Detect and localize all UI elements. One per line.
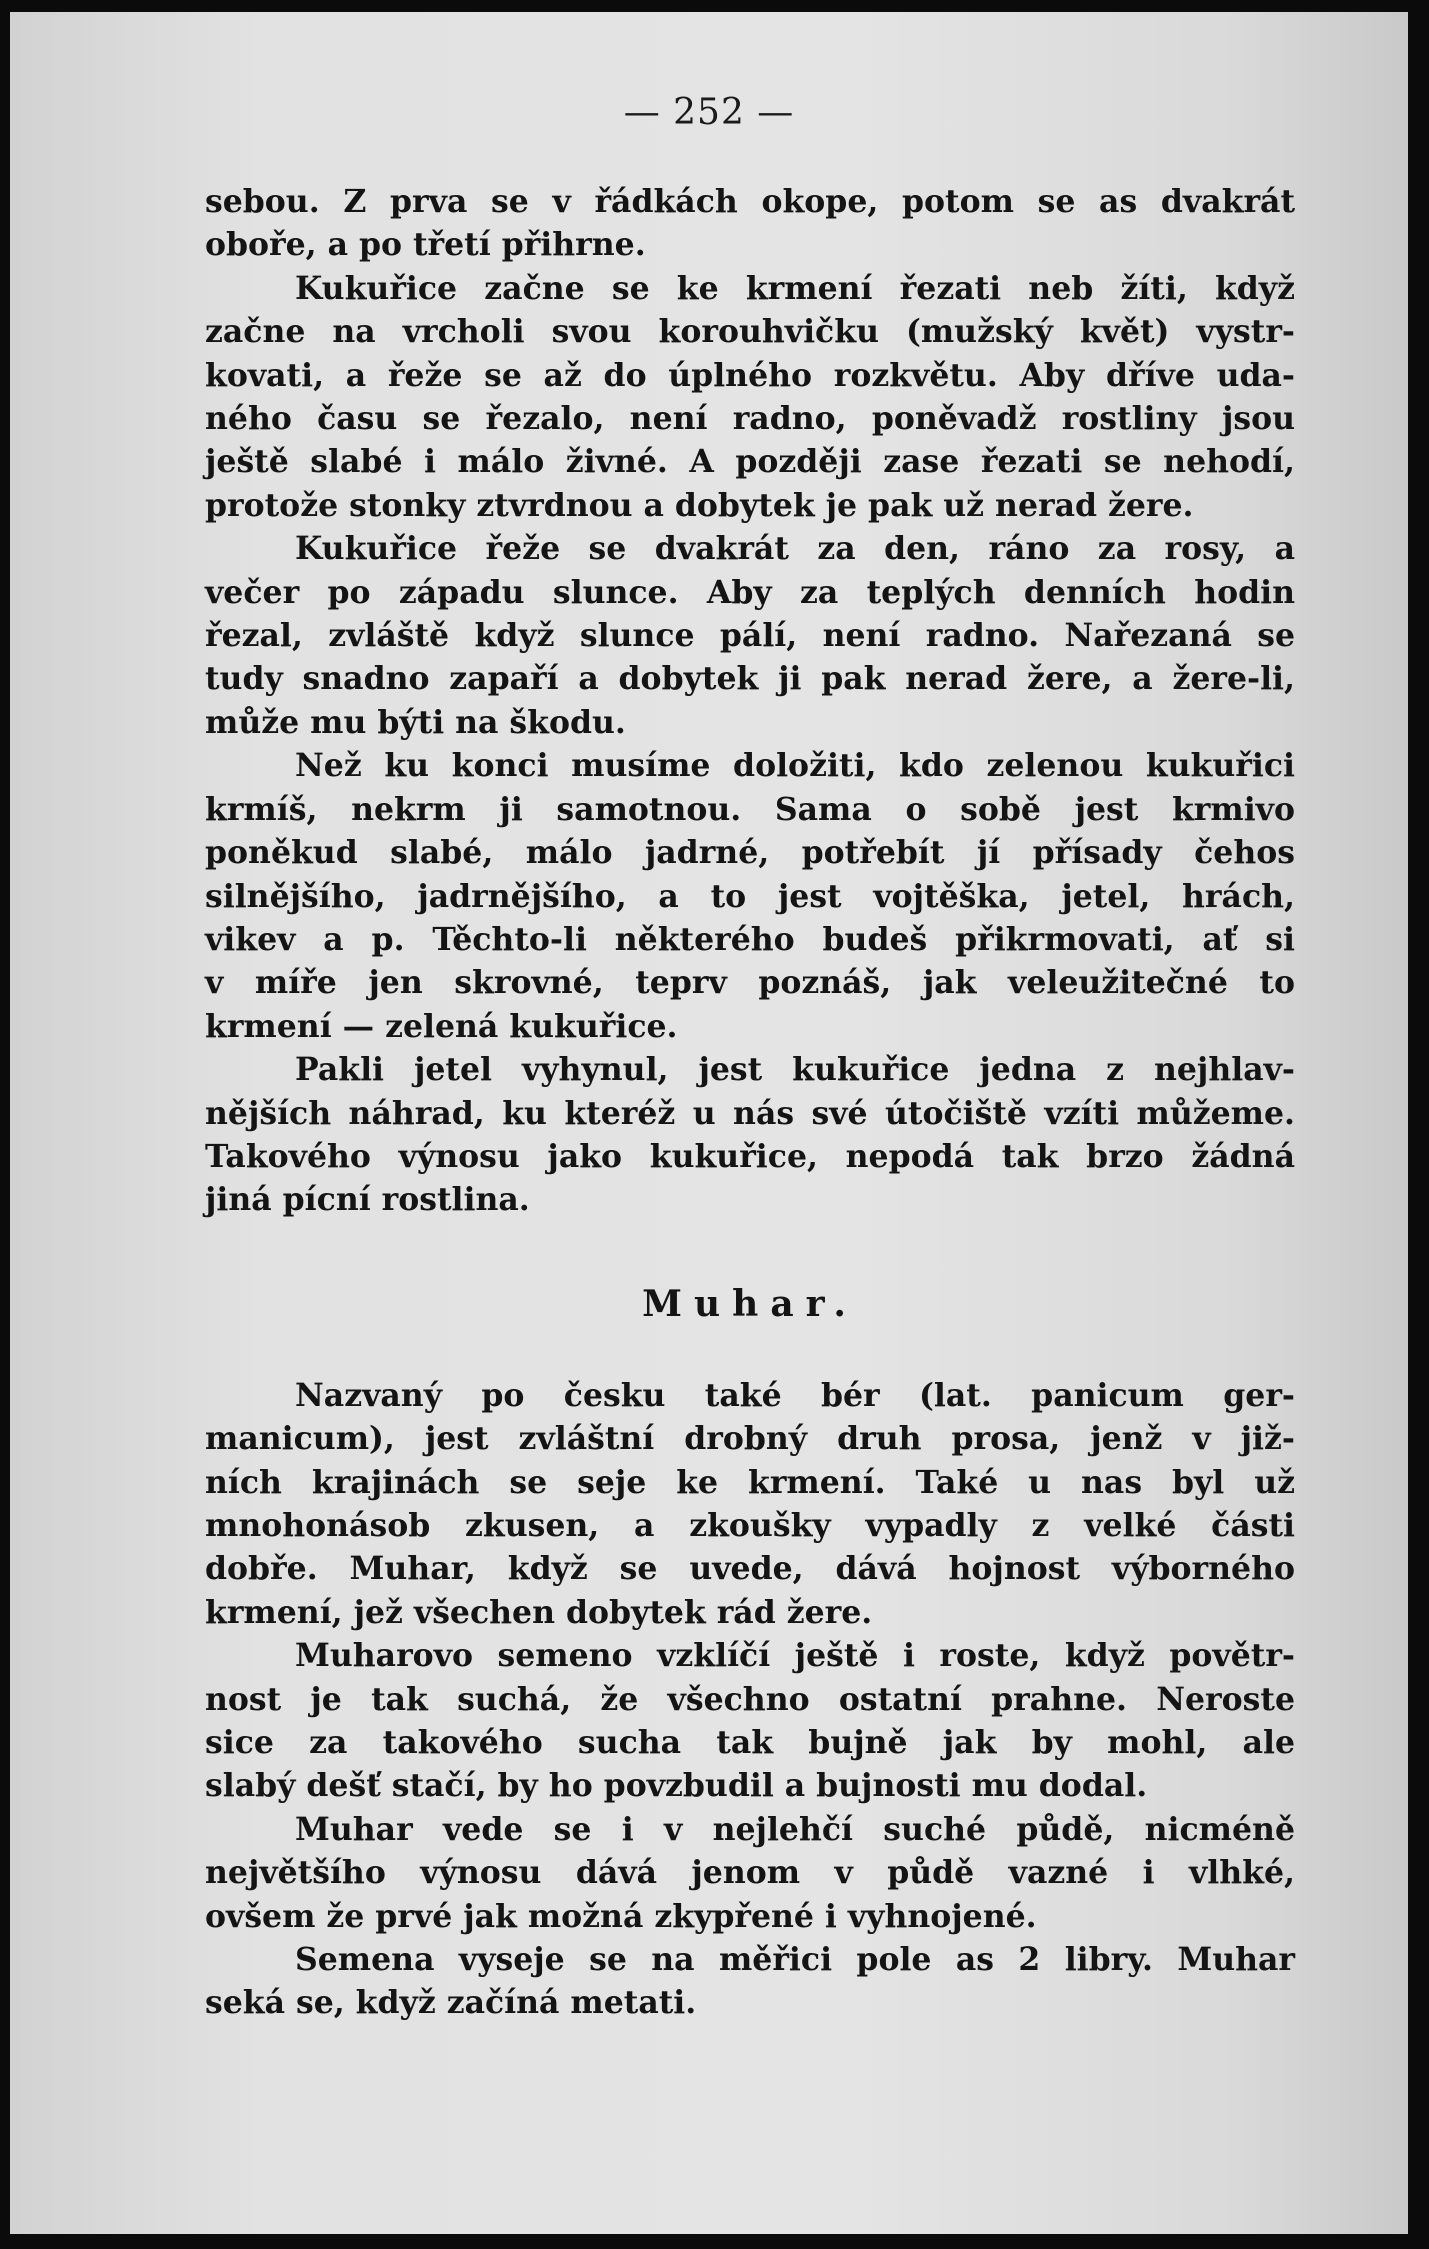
text-line: ovšem že prvé jak možná zkypřené i vyhnojené. bbox=[205, 1897, 1037, 1935]
text-line: manicum), jest zvláštní drobný druh prosa, jenž v již- bbox=[205, 1420, 1295, 1458]
text-line: řezal, zvláště když slunce pálí, není radno. Nařezaná se bbox=[205, 617, 1295, 655]
text-line: Pakli jetel vyhynul, jest kukuřice jedna z nejhlav- bbox=[295, 1051, 1295, 1089]
text-line: Kukuřice začne se ke krmení řezati neb žíti, když bbox=[295, 269, 1295, 307]
paragraph bbox=[205, 267, 1295, 527]
text-line: Nazvaný po česku také bér (lat. panicum ger- bbox=[295, 1376, 1295, 1414]
paragraph bbox=[205, 1048, 1295, 1222]
text-line: Semena vyseje se na měřici pole as 2 libry. Muhar bbox=[295, 1941, 1295, 1979]
text-line: mnohonásob zkusen, a zkoušky vypadly z velké části bbox=[205, 1506, 1295, 1544]
text-line: Takového výnosu jako kukuřice, nepodá tak brzo žádná bbox=[205, 1137, 1295, 1175]
paragraph bbox=[205, 527, 1295, 744]
text-line: největšího výnosu dává jenom v půdě vazné i vlhké, bbox=[205, 1854, 1295, 1892]
text-line: ještě slabé i málo živné. A později zase řezati se nehodí, bbox=[205, 443, 1295, 481]
text-line: ních krajinách se seje ke krmení. Také u nas byl už bbox=[205, 1463, 1295, 1501]
text-line: tudy snadno zapaří a dobytek ji pak nerad žere, a žere-li, bbox=[205, 660, 1295, 698]
book-page bbox=[10, 12, 1408, 2234]
paragraph bbox=[205, 1634, 1295, 1808]
text-line: sebou. Z prva se v řádkách okope, potom se as dvakrát bbox=[205, 183, 1295, 220]
text-line: začne na vrcholi svou korouhvičku (mužský květ) vystr- bbox=[205, 313, 1295, 351]
text-line: krmení — zelená kukuřice. bbox=[205, 1007, 678, 1045]
text-line: oboře, a po třetí přihrne. bbox=[205, 226, 646, 264]
text-line: nějších náhrad, ku kteréž u nás své útočiště vzíti můžeme. bbox=[205, 1094, 1295, 1132]
text-line: krmíš, nekrm ji samotnou. Sama o sobě jest krmivo bbox=[205, 790, 1295, 828]
text-line: jiná pícní rostlina. bbox=[205, 1181, 530, 1219]
section-heading-muhar: Muhar. bbox=[642, 1282, 858, 1325]
paragraph bbox=[205, 1808, 1295, 1938]
text-line: silnějšího, jadrnějšího, a to jest vojtěška, jetel, hrách, bbox=[205, 877, 1295, 915]
text-line: slabý dešť stačí, by ho povzbudil a bujnosti mu dodal. bbox=[205, 1767, 1148, 1805]
text-line: sice za takového sucha tak bujně jak by mohl, ale bbox=[205, 1724, 1295, 1761]
page-number: — 252 — bbox=[623, 92, 795, 133]
text-line: krmení, jež všechen dobytek rád žere. bbox=[205, 1593, 873, 1631]
text-line: poněkud slabé, málo jadrné, potřebít jí přísady čehos bbox=[205, 834, 1295, 872]
text-line: dobře. Muhar, když se uvede, dává hojnost výborného bbox=[205, 1550, 1295, 1588]
section-muhar bbox=[205, 1374, 1295, 2025]
text-line: ného času se řezalo, není radno, poněvadž rostliny jsou bbox=[205, 400, 1295, 438]
text-line: Muhar vede se i v nejlehčí suché půdě, nicméně bbox=[295, 1810, 1295, 1848]
paragraph bbox=[205, 180, 1295, 267]
text-line: protože stonky ztvrdnou a dobytek je pak už nerad žere. bbox=[205, 486, 1194, 524]
paragraph bbox=[205, 744, 1295, 1048]
text-block bbox=[205, 180, 1295, 2025]
text-line: nost je tak suchá, že všechno ostatní prahne. Neroste bbox=[205, 1680, 1295, 1718]
text-line: Než ku konci musíme doložiti, kdo zelenou kukuřici bbox=[295, 747, 1295, 785]
text-line: vikev a p. Těchto-li některého budeš přikrmovati, ať si bbox=[205, 920, 1295, 958]
text-line: seká se, když začíná metati. bbox=[205, 1984, 697, 2022]
text-line: večer po západu slunce. Aby za teplých denních hodin bbox=[205, 573, 1295, 611]
text-line: může mu býti na škodu. bbox=[205, 703, 626, 741]
text-line: Kukuřice řeže se dvakrát za den, ráno za rosy, a bbox=[295, 530, 1295, 568]
text-line: v míře jen skrovné, teprv poznáš, jak veleužitečné to bbox=[205, 964, 1295, 1002]
text-line: Muharovo semeno vzklíčí ještě i roste, když povětr- bbox=[295, 1637, 1295, 1675]
text-line: kovati, a řeže se až do úplného rozkvětu. Aby dříve uda- bbox=[205, 356, 1295, 394]
paragraph bbox=[205, 1938, 1295, 2025]
section-kukurice bbox=[205, 180, 1295, 1222]
paragraph bbox=[205, 1374, 1295, 1634]
